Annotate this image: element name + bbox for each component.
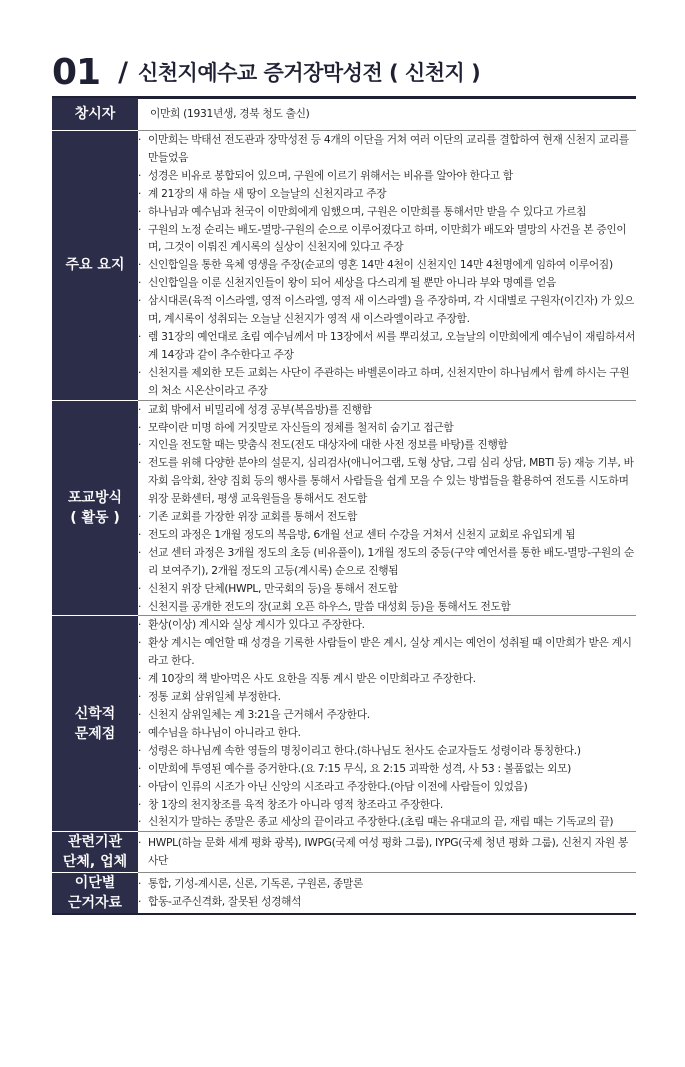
organizations-row [52, 832, 636, 873]
references-label-line2: 근거자료 [67, 895, 123, 912]
main-points-row [52, 131, 636, 401]
organizations-label-line2: 단체, 업체 [62, 854, 128, 871]
title-separator: / [118, 56, 128, 88]
organizations-list [138, 834, 636, 870]
theology-label [52, 616, 138, 832]
organizations-label [52, 832, 138, 873]
list-item: · 합동-교주신격화, 잘못된 성경해석 [138, 895, 302, 909]
section-title: 신천지예수교 증거장막성전 ( 신천지 ) [137, 61, 481, 85]
list-item: · 환상 계시는 예언할 때 성경을 기록한 사람들이 받은 계시, 실상 계시는 예언이 성취될 때 이만희가 받은 계시라고 한다. [138, 636, 632, 668]
list-item: · 지인을 전도할 때는 맞춤식 전도(전도 대상자에 대한 사전 정보를 바탕)를 진행함 [138, 438, 508, 452]
list-item: · 기존 교회를 가장한 위장 교회를 통해서 전도함 [138, 510, 358, 524]
list-item: · 교회 밖에서 비밀리에 성경 공부(복음방)를 진행함 [138, 402, 372, 416]
list-item: · 선교 센터 과정은 3개월 정도의 초등 (비유풀이), 1개월 정도의 중등(구약 예언서를 통한 배도-멸망-구원의 순리 보여주기), 2개월 정도의 고등(계시록) 순으로 진행됨 [138, 545, 635, 577]
organizations-label-line1: 관련기관 [67, 834, 123, 851]
theology-body [138, 616, 636, 832]
list-item: · 신천지를 제외한 모든 교회는 사단이 주관하는 바벨론이라고 하며, 신천지만이 하나님께서 함께 하시는 구원의 처소 시온산이라고 주장 [138, 365, 630, 397]
list-item: · 전도의 과정은 1개월 정도의 복음방, 6개월 선교 센터 수강을 거쳐서 신천지 교회로 유입되게 됨 [138, 527, 576, 541]
evangelism-label-line2: ( 활동 ) [70, 510, 120, 527]
founder-row [52, 98, 636, 131]
list-item: · 환상(이상) 계시와 실상 계시가 있다고 주장한다. [138, 618, 365, 632]
theology-list [138, 616, 636, 831]
list-item: · 신천지 삼위일체는 계 3:21을 근거해서 주장한다. [138, 708, 370, 721]
references-label [52, 873, 138, 914]
list-item: · 창 1장의 천지창조를 육적 창조가 아니라 영적 창조라고 주장한다. [138, 797, 444, 811]
list-item: · 신인합일을 이룬 신천지인들이 왕이 되어 세상을 다스리게 될 뿐만 아니라 부와 명예를 얻음 [138, 276, 557, 290]
references-list [138, 875, 636, 911]
section-number: 01 [52, 51, 101, 93]
list-item: · 신인합일을 통한 육체 영생을 주장(순교의 영혼 14만 4천이 신천지인 14만 4천명에게 임하여 이루어짐) [138, 258, 613, 272]
evangelism-list [138, 401, 636, 616]
list-item: · 신천지가 말하는 종말은 종교 세상의 끝이라고 주장한다.(초림 때는 유대교의 끝, 재림 때는 기독교의 끝) [138, 815, 614, 829]
founder-label: 창시자 [52, 98, 138, 131]
list-item: · 신천지를 공개한 전도의 장(교회 오픈 하우스, 말씀 대성회 등)을 통해서도 전도함 [138, 599, 511, 613]
organizations-body [138, 832, 636, 873]
list-item: · 하나님과 예수님과 천국이 이만희에게 임했으며, 구원은 이만희를 통해서만 받을 수 있다고 가르침 [138, 204, 587, 218]
theology-label-line1: 신학적 [74, 705, 116, 722]
references-body [138, 873, 636, 914]
list-item: · 성경은 비유로 봉합되어 있으며, 구원에 이르기 위해서는 비유를 알아야 한다고 함 [138, 168, 513, 182]
bottom-rule [52, 913, 636, 915]
references-label-line1: 이단별 [74, 875, 116, 892]
list-item: · 신천지 위장 단체(HWPL, 만국회의 등)을 통해서 전도함 [138, 581, 398, 595]
list-item: · 삼시대론(육적 이스라엘, 영적 이스라엘, 영적 새 이스라엘) 을 주장하며, 각 시대별로 구원자(이긴자) 가 있으며, 계시록이 성취되는 오늘날 신천지가 영적 새 이스라엘이라고 주장함. [138, 294, 635, 326]
references-row [52, 873, 636, 914]
list-item: · 예수님을 하나님이 아니라고 한다. [138, 725, 301, 739]
list-item: · 이만희는 박태선 전도관과 장막성전 등 4개의 이단을 거쳐 여러 이단의 교리를 결합하여 현재 신천지 교리를 만들었음 [138, 133, 629, 164]
theology-row [52, 616, 636, 832]
list-item: · 구원의 노정 순리는 배도-멸망-구원의 순으로 이루어졌다고 하며, 이만희가 배도와 멸망의 사건을 본 증인이며, 그것이 이뤄진 계시록의 실상이 신천지에 있다고 주장 [138, 222, 627, 254]
evangelism-label-line1: 포교방식 [67, 490, 123, 507]
list-item: · 렘 31장의 예언대로 초림 예수님께서 마 13장에서 씨를 뿌리셨고, 오늘날의 이만희에게 예수님이 재림하셔서 계 14장과 같이 추수한다고 주장 [138, 329, 636, 361]
list-item: · HWPL(하늘 문화 세계 평화 광복), IWPG(국제 여성 평화 그룹), IYPG(국제 청년 평화 그룹), 신천지 자원 봉사단 [138, 836, 628, 868]
list-item: · 모략이란 미명 하에 거짓말로 자신들의 정체를 철저히 숨기고 접근함 [138, 420, 454, 434]
info-table [52, 98, 636, 914]
main-points-label: 주요 요지 [52, 131, 138, 401]
evangelism-row [52, 400, 636, 616]
list-item: · 성령은 하나님께 속한 영들의 명칭이리고 한다.(하나님도 천사도 순교자들도 성령이라 통칭한다.) [138, 743, 581, 757]
page-title [52, 52, 480, 92]
list-item: · 이만희에 투영된 예수를 증거한다.(요 7:15 무식, 요 2:15 괴팍한 성격, 사 53 : 볼품없는 외모) [138, 761, 572, 775]
evangelism-label [52, 400, 138, 616]
list-item: · 계 10장의 책 받아먹은 사도 요한을 직통 계시 받은 이만희라고 주장한다. [138, 672, 476, 686]
list-item: · 통합, 기성-계시론, 신론, 기독론, 구원론, 종말론 [138, 877, 363, 891]
list-item: · 아담이 인류의 시조가 아닌 신앙의 시조라고 주장한다.(아담 이전에 사람들이 있었음) [138, 779, 528, 793]
main-points-body [138, 131, 636, 401]
theology-label-line2: 문제점 [74, 725, 116, 742]
founder-value: 이만희 (1931년생, 경북 청도 출신) [138, 98, 636, 131]
list-item: · 전도를 위해 다양한 분야의 설문지, 심리검사(애니어그램, 도형 상담, 그림 심리 상담, MBTI 등) 재능 기부, 바자회 음악회, 찬양 집회 등의 행사를 통해서 사람들을 쉽게 모을 수 있는 방법들을 활용하여 전도를 시도하며 위장 문화센터, 평생 교육원들을 통해서도 전도함 [138, 456, 634, 506]
evangelism-body [138, 400, 636, 616]
list-item: · 정통 교회 삼위일체 부정한다. [138, 690, 281, 704]
list-item: · 계 21장의 새 하늘 새 땅이 오늘날의 신천지라고 주장 [138, 186, 387, 200]
main-points-list [138, 131, 636, 400]
